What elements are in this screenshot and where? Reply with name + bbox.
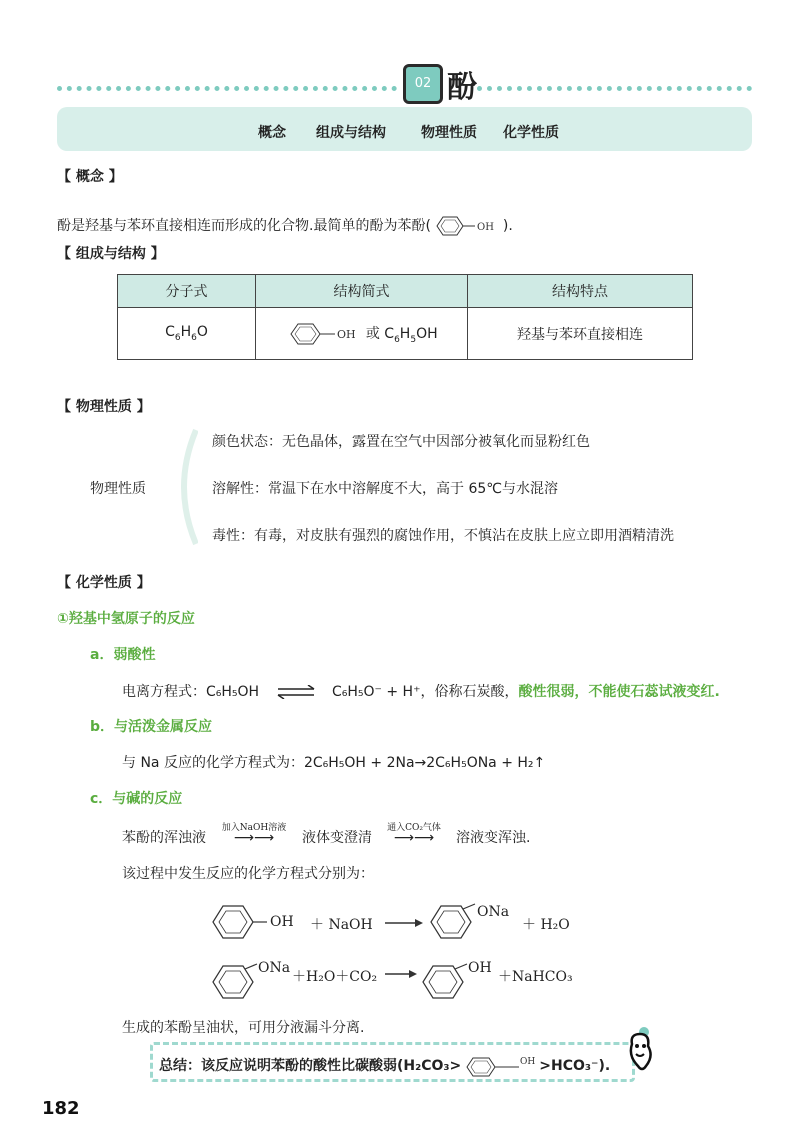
ionization-equation: 电离方程式：C₆H₅OH C₆H₅O⁻ + H⁺，俗称石炭酸，酸性很弱，不能使石蕊试液变红. bbox=[122, 684, 720, 700]
structure-table bbox=[117, 274, 693, 360]
reaction-flow: 苯酚的浑浊液 加入NaOH溶液 ⟶⟶ 液体变澄清 通入CO₂气体 ⟶⟶ 溶液变浑浊. bbox=[122, 823, 531, 846]
eq2-oh: OH bbox=[468, 960, 492, 976]
summary-text: 总结：该反应说明苯酚的酸性比碳酸弱(H₂CO₃> OH >HCO₃⁻). bbox=[159, 1055, 610, 1077]
physical-label: 物理性质 bbox=[90, 481, 146, 497]
nav-item-chemical[interactable]: 化学性质 bbox=[503, 125, 559, 141]
mascot-icon bbox=[620, 1026, 660, 1076]
eq2-bicarbonate: ＋NaHCO₃ bbox=[498, 969, 573, 985]
svg-text:OH: OH bbox=[520, 1057, 536, 1067]
nav-item-structure[interactable]: 组成与结构 bbox=[316, 125, 386, 141]
table-cell-feature: 羟基与苯环直接相连 bbox=[468, 308, 693, 360]
concept-text: 酚是羟基与苯环直接相连而形成的化合物.最简单的酚为苯酚( OH ). bbox=[57, 213, 513, 239]
header-dotted-line-right bbox=[477, 86, 752, 91]
physical-heading: 【 物理性质 】 bbox=[57, 399, 151, 415]
table-cell-simple-structure: OH 或 $C_6H_5OH$ bbox=[256, 308, 468, 360]
eq1-naoh: ＋ NaOH bbox=[310, 917, 373, 933]
physical-color-state: 颜色状态：无色晶体，露置在空气中因部分被氧化而显粉红色 bbox=[212, 434, 590, 450]
table-cell-formula: $C_6H_6O$ bbox=[118, 308, 256, 360]
equations-intro: 该过程中发生反应的化学方程式分别为： bbox=[122, 866, 374, 882]
brace-decoration bbox=[168, 428, 198, 546]
table-header-simple: 结构简式 bbox=[256, 275, 468, 308]
phenol-structure-icon bbox=[431, 213, 503, 239]
eq1-oh: OH bbox=[270, 914, 294, 930]
flow-arrow-2: 通入CO₂气体 ⟶⟶ bbox=[387, 823, 441, 846]
separation-note: 生成的苯酚呈油状，可用分液漏斗分离. bbox=[122, 1020, 365, 1036]
section-number-badge: 02 bbox=[403, 64, 443, 104]
weak-acid-title: a．弱酸性 bbox=[90, 647, 156, 663]
eq1-ona: ONa bbox=[477, 904, 510, 920]
physical-solubility: 溶解性：常温下在水中溶解度不大，高于 65℃与水混溶 bbox=[212, 481, 558, 497]
eq2-reagents: ＋H₂O＋CO₂ bbox=[292, 969, 378, 985]
section-title: 酚 bbox=[447, 70, 477, 105]
svg-text:OH: OH bbox=[476, 222, 494, 233]
header-dotted-line-left bbox=[57, 86, 397, 91]
structure-heading: 【 组成与结构 】 bbox=[57, 246, 165, 262]
chemical-subtitle: ①羟基中氢原子的反应 bbox=[57, 611, 195, 627]
svg-text:OH: OH bbox=[337, 327, 356, 341]
flow-arrow-1: 加入NaOH溶液 ⟶⟶ bbox=[221, 823, 287, 846]
concept-heading: 【 概念 】 bbox=[57, 169, 123, 185]
eq2-ona: ONa bbox=[258, 960, 291, 976]
nav-item-concept[interactable]: 概念 bbox=[258, 125, 286, 141]
sodium-reaction-equation: 与 Na 反应的化学方程式为：2C₆H₅OH + 2Na→2C₆H₅ONa + H₂↑ bbox=[122, 755, 546, 771]
page-number: 182 bbox=[42, 1098, 80, 1119]
phenol-structure-icon bbox=[285, 319, 361, 349]
phenol-structure-icon bbox=[461, 1055, 539, 1077]
chemical-heading: 【 化学性质 】 bbox=[57, 575, 151, 591]
table-header-feature: 结构特点 bbox=[468, 275, 693, 308]
nav-item-physical[interactable]: 物理性质 bbox=[421, 125, 477, 141]
active-metal-title: b．与活泼金属反应 bbox=[90, 719, 213, 735]
eq1-water: ＋ H₂O bbox=[522, 917, 570, 933]
equilibrium-arrow-icon bbox=[274, 685, 318, 699]
physical-toxicity: 毒性：有毒，对皮肤有强烈的腐蚀作用，不慎沾在皮肤上应立即用酒精清洗 bbox=[212, 528, 674, 544]
topic-nav-bar bbox=[57, 107, 752, 151]
table-header-formula: 分子式 bbox=[118, 275, 256, 308]
base-reaction-title: c．与碱的反应 bbox=[90, 791, 183, 807]
